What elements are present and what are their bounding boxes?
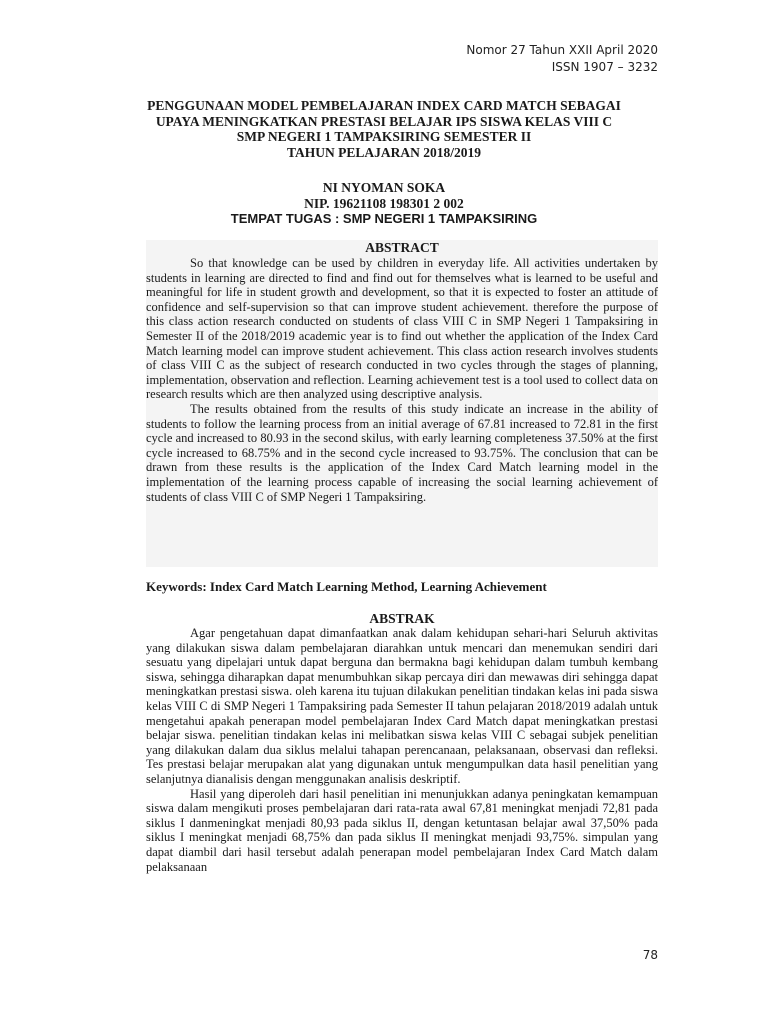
abstract-paragraph: The results obtained from the results of this study indicate an increase in the ability of students to follow the learning process from an initial average of 67.81 increased to 72.81 in the first cycle and increased to 80.93 in the second skilus, with early learning completeness 37.50% at the first cycle increased to 68.75% and in the second cycle increased to 93.75%. The conclusion that can be drawn from these results is the application of the Index Card Match learning model in the implementation of the learning process capable of increasing the social learning achievement of students of class VIII C of SMP Negeri 1 Tampaksiring. xyxy=(146,401,658,504)
issue-info: Nomor 27 Tahun XXII April 2020 xyxy=(466,43,658,57)
abstract-heading: ABSTRACT xyxy=(365,240,439,255)
abstrak-paragraph: Agar pengetahuan dapat dimanfaatkan anak dalam kehidupan sehari-hari Seluruh aktivitas yang dilakukan siswa dalam pembelajaran diarahkan untuk mencari dan menemukan sendiri dari sesuatu yang dipelajari untuk dapat berguna dan bermakna bagi kehidupan dalam tumbuh kembang siswa, sehingga diharapkan dapat menumbuhkan sikap percaya diri dan mewawas diri sehingga dapat meningkatkan prestasi siswa. oleh karena itu tujuan dilakukan penelitian tindakan kelas ini pada siswa kelas VIII C di SMP Negeri 1 Tampaksiring pada Semester II tahun pelajaran 2018/2019 adalah untuk mengetahui apakah penerapan model pembelajaran Index Card Match dapat meningkatkan prestasi belajar siswa. penelitian tindakan kelas ini melibatkan siswa kelas VIII C sebagai subjek penelitian yang dilakukan dalam dua siklus melalui tahapan perencanaan, pelaksanaan, observasi dan refleksi. Tes prestasi belajar merupakan alat yang digunakan untuk mengumpulkan data hasil penelitian yang selanjutnya dianalisis dengan menggunakan analisis deskriptif. xyxy=(146,626,658,786)
page-number: 78 xyxy=(642,948,658,962)
author-name: NI NYOMAN SOKA xyxy=(322,180,446,195)
title-line: SMP NEGERI 1 TAMPAKSIRING SEMESTER II xyxy=(236,129,532,144)
author-location: TEMPAT TUGAS : SMP NEGERI 1 TAMPAKSIRING xyxy=(230,211,538,226)
abstrak-paragraph: Hasil yang diperoleh dari hasil penelitian ini menunjukkan adanya peningkatan kemampuan siswa dalam mengikuti proses pembelajaran dari rata-rata awal 67,81 meningkat menjadi 72,81 pada siklus I danmeningkat menjadi 80,93 pada siklus II, dengan ketuntasan belajar awal 37,50% pada siklus I meningkat menjadi 68,75% dan pada siklus II meningkat menjadi 93,75%. simpulan yang dapat diambil dari hasil tersebut adalah penerapan model pembelajaran Index Card Match dalam pelaksanaan xyxy=(146,786,658,874)
title-line: TAHUN PELAJARAN 2018/2019 xyxy=(286,144,481,160)
abstrak-body xyxy=(146,626,658,874)
author-info xyxy=(130,180,638,227)
journal-header xyxy=(466,42,658,76)
keywords: Keywords: Index Card Match Learning Method, Learning Achievement xyxy=(146,579,547,594)
title-line: UPAYA MENINGKATKAN PRESTASI BELAJAR IPS SISWA KELAS VIII C xyxy=(155,113,613,129)
author-nip: NIP. 19621108 198301 2 002 xyxy=(304,195,464,211)
abstract-paragraph: So that knowledge can be used by children in everyday life. All activities undertaken by students in learning are directed to find and find out for themselves what is learned to be useful and meaningful for life in student growth and development, so that it is expected to foster an attitude of confidence and self-supervision so that can improve student achievement. therefore the purpose of this class action research conducted on students of class VIII C in SMP Negeri 1 Tampaksiring in Semester II of the 2018/2019 academic year is to find out whether the application of the Index Card Match learning model can improve student achievement. This class action research involves students of class VIII C as the subject of research conducted in two cycles through the stages of planning, implementation, observation and reflection. Learning achievement test is a tool used to collect data on research results which are then analyzed using descriptive analysis. xyxy=(146,256,658,402)
paper-title xyxy=(130,98,638,160)
abstrak-heading: ABSTRAK xyxy=(369,611,435,626)
title-line: PENGGUNAAN MODEL PEMBELAJARAN INDEX CARD MATCH SEBAGAI xyxy=(147,98,621,113)
issn-info: ISSN 1907 – 3232 xyxy=(551,60,658,74)
abstract-body xyxy=(146,256,658,504)
